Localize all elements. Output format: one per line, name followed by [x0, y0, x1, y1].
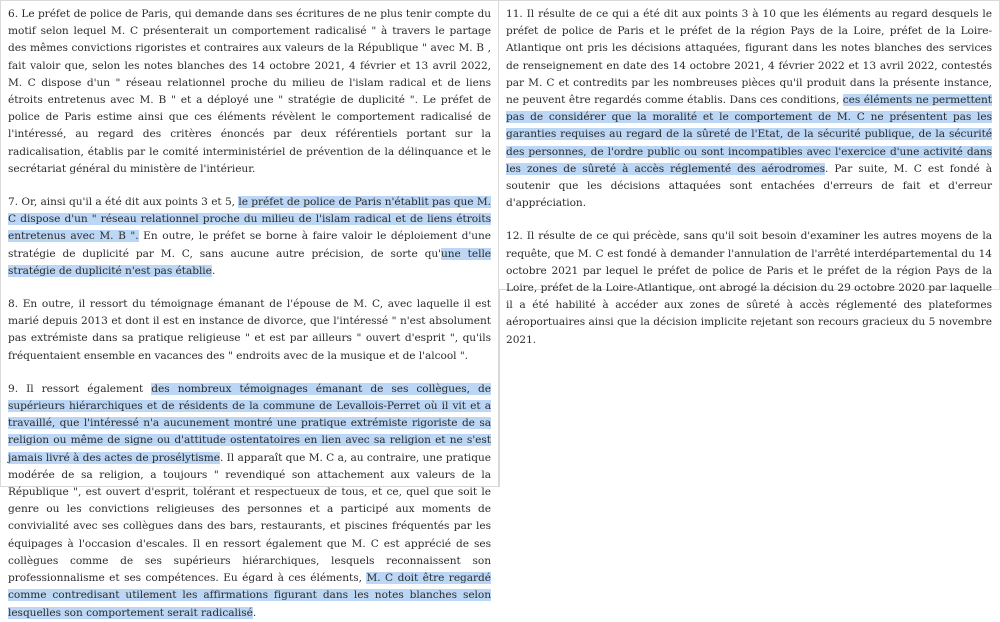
column-divider [499, 290, 500, 487]
right-column [499, 0, 1000, 346]
paragraph-9-end: . [252, 606, 257, 619]
paragraph-9 [8, 381, 491, 622]
paragraph-9-intro: 9. Il ressort également [8, 382, 152, 395]
paragraph-12-text: 12. Il résulte de ce qui précède, sans qu'il soit besoin d'examiner les autres moyens de la requête, que M. C est fondé à demander l'annulation de l'arrêté interdépartemental du 14 octobre 2021 par lequel le préfet de police de Paris et le préfet de la région Pays de la Loire, préfet de la Loire-Atlantique, ont abrogé la décision du 29 octobre 2020 par laquelle il a été habilité à accéder aux zones de sûreté à accès réglementé des plateformes aéroportuaires ainsi que la décision implicite rejetant son recours gracieux du 5 novembre 2021. [506, 230, 992, 346]
paragraph-7-end: . [211, 264, 216, 277]
left-column [0, 0, 499, 619]
paragraph-6 [8, 6, 491, 178]
paragraph-11-intro: 11. Il résulte de ce qui a été dit aux points 3 à 10 que les éléments au regard desquels le préfet de police de Paris et le préfet de la région Pays de la Loire, préfet de la Loire-Atlantique ont pris les décisions attaquées, figurant dans les notes blanches des services de renseignement en date des 14 octobre 2021, 4 février 2022 et 13 avril 2022, contestés par M. C et contredits par les nombreuses pièces qu'il produit dans la présente instance, ne peuvent être regardés comme établis. Dans ces conditions, [506, 8, 992, 107]
highlight-7b[interactable]: une telle stratégie de duplicité n'est pas établie [8, 247, 492, 277]
highlight-9a[interactable]: des nombreux témoignages émanant de ses collègues, de supérieurs hiérarchiques et de résidents de la commune de Levallois-Perret où il vit et a travaillé, que l'intéressé n'a aucunement montré une pratique extrémiste rigoriste de sa religion ou même de signe ou d'attitude ostentatoires en lien avec sa religion et ne s'est jamais livré à des actes de prosélytisme [8, 382, 491, 464]
paragraph-11 [506, 6, 992, 212]
paragraph-6-text: 6. Le préfet de police de Paris, qui demande dans ses écritures de ne plus tenir compte du motif selon lequel M. C présenterait un comportement radicalisé " à travers le partage des mêmes convictions rigoristes et contraires aux valeurs de la République " avec M. B , fait valoir que, selon les notes blanches des 14 octobre 2021, 4 février et 13 avril 2022, M. C dispose d'un " réseau relationnel proche du milieu de l'islam radical et de liens étroits entretenus avec M. B " et a déployé une " stratégie de duplicité ". Le préfet de police de Paris estime ainsi que ces éléments révèlent le comportement radicalisé de l'intéressé, au regard des critères énoncés par deux référentiels portant sur la radicalisation, établis par le comité interministériel de prévention de la délinquance et le secrétariat général du ministère de l'intérieur. [8, 8, 491, 175]
paragraph-12 [506, 228, 992, 348]
paragraph-7 [8, 194, 491, 280]
paragraph-8 [8, 296, 491, 365]
paragraph-7-intro: 7. Or, ainsi qu'il a été dit aux points 3 et 5, [8, 196, 239, 209]
paragraph-11-end: . Par suite, M. C est fondé à soutenir que les décisions attaquées sont entachées d'erreurs de fait et d'erreur d'appréciation. [506, 162, 992, 210]
paragraph-7-middle: En outre, le préfet se borne à faire valoir le déploiement d'une stratégie de duplicité par M. C, sans aucune autre précision, de sorte qu' [8, 230, 491, 260]
highlight-9b[interactable]: M. C doit être regardé comme contredisant utilement les affirmations figurant dans les notes blanches selon lesquelles son comportement serait radicalisé [8, 572, 492, 619]
paragraph-9-middle: . Il apparaît que M. C a, au contraire, une pratique modérée de sa religion, a toujours " revendiqué son attachement aux valeurs de la République ", est ouvert d'esprit, tolérant et respectueux de tous, et ce, quel que soit le genre ou les convictions religieuses des personnes et a participé aux moments de convivialité avec ses collègues dans des bars, restaurants, et piscines fréquentés par les équipages à l'occasion d'escales. Il en ressort également que M. C est apprécié de ses collègues comme de ses supérieurs hiérarchiques, lesquels reconnaissent son professionnalisme et ses compétences. Eu égard à ces éléments, [8, 451, 491, 585]
highlight-7a[interactable]: le préfet de police de Paris n'établit pas que M. C dispose d'un " réseau relationnel proche du milieu de l'islam radical et de liens étroits entretenus avec M. B ". [8, 196, 491, 243]
paragraph-8-text: 8. En outre, il ressort du témoignage émanant de l'épouse de M. C, avec laquelle il est marié depuis 2013 et dont il est en instance de divorce, que l'intéressé " n'est absolument pas extrémiste dans sa pratique religieuse " et est par ailleurs " ouvert d'esprit ", qu'ils fréquentaient ensemble en vacances des " endroits avec de la musique et de l'alcool ". [8, 298, 491, 362]
highlight-11[interactable]: ces éléments ne permettent pas de considérer que la moralité et le comportement de M. C ne présentent pas les garanties requises au regard de la sûreté de l'Etat, de la sécurité publique, de la sécurité des personnes, de l'ordre public ou sont incompatibles avec l'exercice d'une activité dans les zones de sûreté à accès réglementé des aérodromes [506, 94, 992, 175]
